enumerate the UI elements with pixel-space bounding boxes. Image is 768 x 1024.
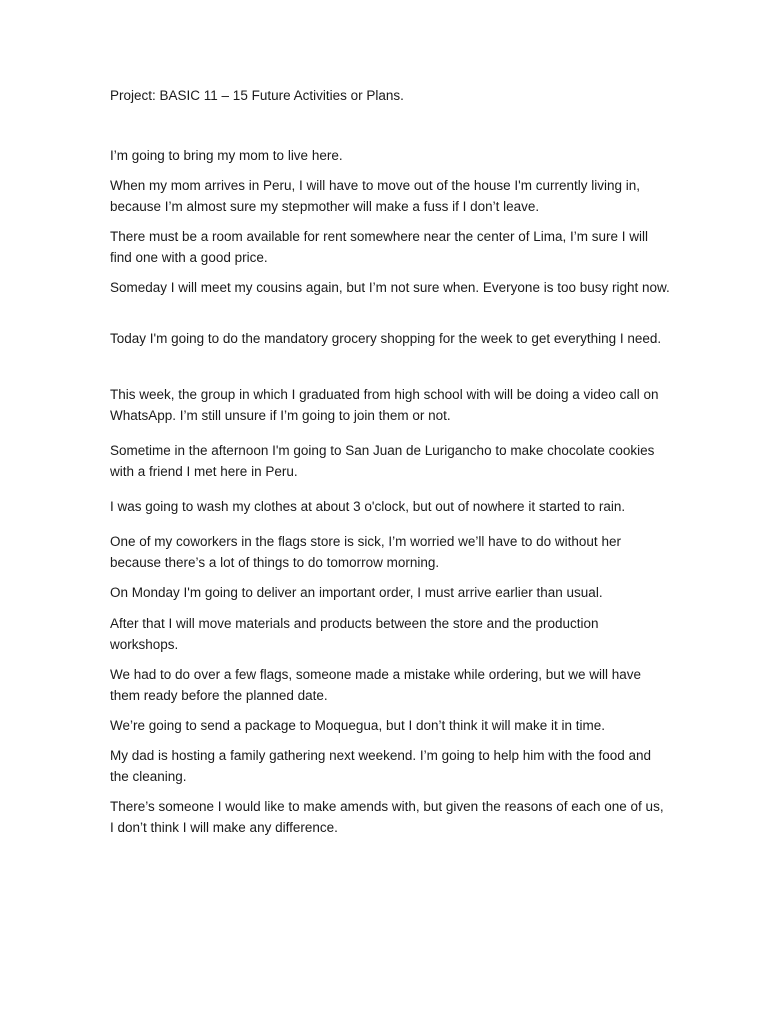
paragraph: I was going to wash my clothes at about 3 o'clock, but out of nowhere it started to rain. — [110, 499, 626, 514]
paragraph: One of my coworkers in the flags store is sick, I’m worried we’ll have to do without her because there’s a lot of things to do tomorrow morning. — [110, 534, 621, 570]
document-title: Project: BASIC 11 – 15 Future Activities or Plans. — [110, 88, 404, 103]
paragraph: We’re going to send a package to Moquegua, but I don’t think it will make it in time. — [110, 718, 606, 733]
paragraph: Sometime in the afternoon I'm going to San Juan de Lurigancho to make chocolate cookies with a friend I met here in Peru. — [110, 443, 655, 479]
paragraph: We had to do over a few flags, someone made a mistake while ordering, but we will have them ready before the planned date. — [110, 667, 642, 703]
paragraph: I’m going to bring my mom to live here. — [110, 148, 343, 163]
paragraph: After that I will move materials and products between the store and the production workshops. — [110, 616, 599, 652]
paragraph: When my mom arrives in Peru, I will have to move out of the house I'm currently living in, because I’m almost sure my stepmother will make a fuss if I don’t leave. — [110, 178, 641, 214]
paragraph: On Monday I'm going to deliver an important order, I must arrive earlier than usual. — [110, 585, 603, 600]
paragraph: There must be a room available for rent somewhere near the center of Lima, I’m sure I will find one with a good price. — [110, 229, 648, 265]
paragraph: Someday I will meet my cousins again, but I’m not sure when. Everyone is too busy right now. — [110, 280, 670, 295]
paragraph: My dad is hosting a family gathering next weekend. I’m going to help him with the food and the cleaning. — [110, 748, 652, 784]
paragraph: There’s someone I would like to make amends with, but given the reasons of each one of us, I don’t think I will make any difference. — [110, 799, 664, 835]
paragraph: Today I'm going to do the mandatory grocery shopping for the week to get everything I need. — [110, 331, 662, 346]
paragraph: This week, the group in which I graduated from high school with will be doing a video call on WhatsApp. I’m still unsure if I’m going to join them or not. — [110, 387, 659, 423]
